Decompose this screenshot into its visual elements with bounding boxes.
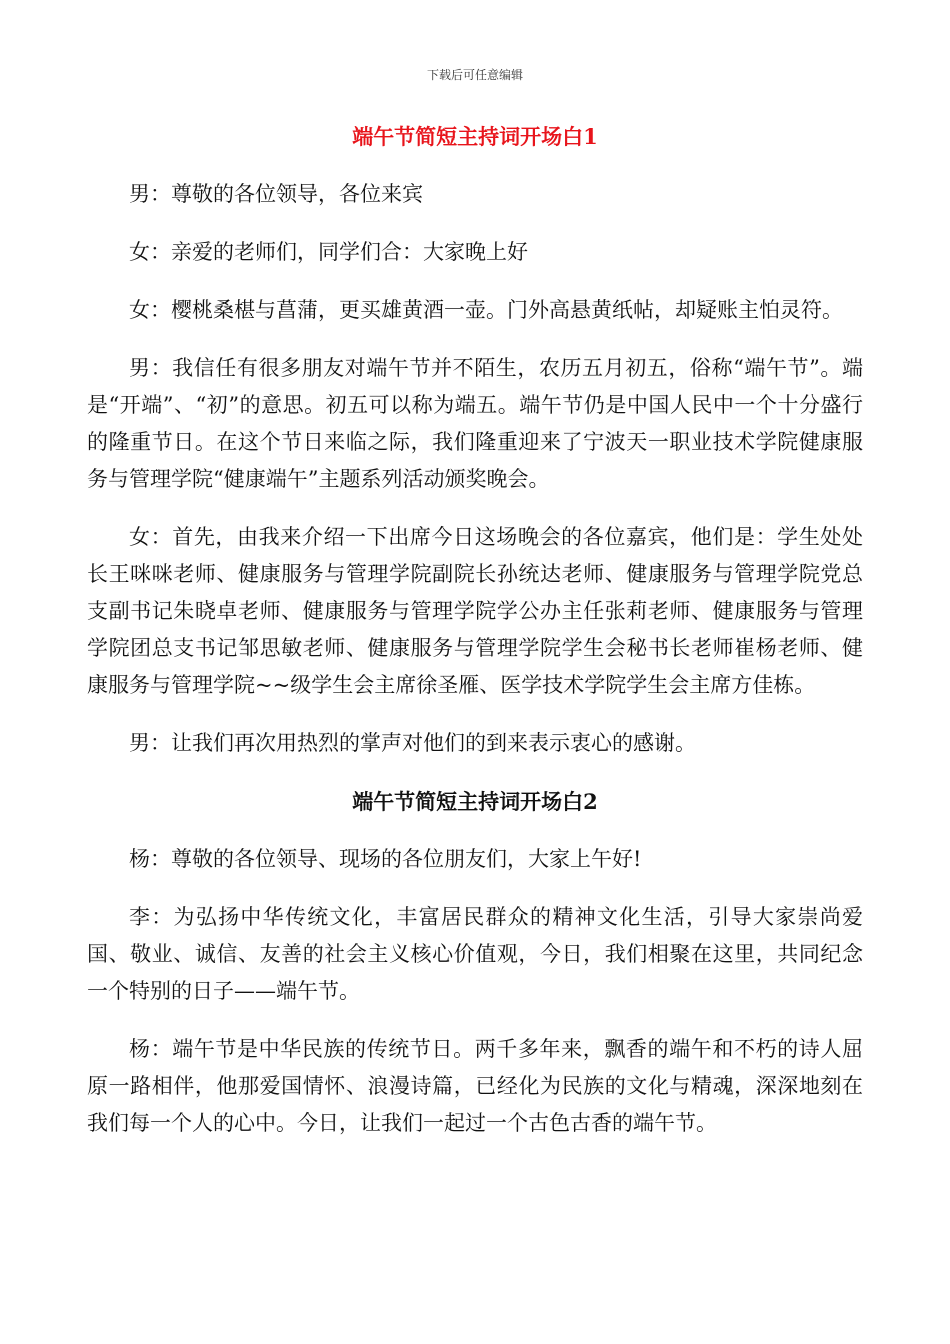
paragraph: 杨：端午节是中华民族的传统节日。两千多年来，飘香的端午和不朽的诗人屈原一路相伴，他那爱国情怀、浪漫诗篇，已经化为民族的文化与精魂，深深地刻在我们每一个人的心中。今日，让我们一起过一个古色古香的端午节。 bbox=[87, 1037, 863, 1135]
header-note: 下载后可任意编辑 bbox=[426, 68, 523, 82]
paragraph: 男：尊敬的各位领导，各位来宾 bbox=[129, 182, 423, 206]
section-1-title: 端午节简短主持词开场白1 bbox=[352, 124, 598, 149]
section-2-title: 端午节简短主持词开场白2 bbox=[352, 789, 598, 814]
paragraph: 李：为弘扬中华传统文化，丰富居民群众的精神文化生活，引导大家崇尚爱国、敬业、诚信、友善的社会主义核心价值观，今日，我们相聚在这里，共同纪念一个特别的日子——端午节。 bbox=[87, 905, 863, 1003]
paragraph: 男：我信任有很多朋友对端午节并不陌生，农历五月初五，俗称“端午节”。端是“开端”、“初”的意思。初五可以称为端五。端午节仍是中国人民中一个十分盛行的隆重节日。在这个节日来临之际，我们隆重迎来了宁波天一职业技术学院健康服务与管理学院“健康端午”主题系列活动颁奖晚会。 bbox=[87, 356, 863, 491]
document-content bbox=[87, 118, 863, 1163]
paragraph: 女：亲爱的老师们，同学们合：大家晚上好 bbox=[129, 240, 528, 264]
paragraph: 女：首先，由我来介绍一下出席今日这场晚会的各位嘉宾，他们是：学生处处长王咪咪老师、健康服务与管理学院副院长孙统达老师、健康服务与管理学院党总支副书记朱晓卓老师、健康服务与管理学院学公办主任张莉老师、健康服务与管理学院团总支书记邹思敏老师、健康服务与管理学院学生会秘书长老师崔杨老师、健康服务与管理学院~~级学生会主席徐圣雁、医学技术学院学生会主席方佳栋。 bbox=[87, 525, 863, 697]
paragraph: 男：让我们再次用热烈的掌声对他们的到来表示衷心的感谢。 bbox=[129, 731, 696, 755]
paragraph: 杨：尊敬的各位领导、现场的各位朋友们，大家上午好! bbox=[129, 847, 642, 871]
paragraph: 女：樱桃桑椹与菖蒲，更买雄黄酒一壶。门外高悬黄纸帖，却疑账主怕灵符。 bbox=[129, 298, 843, 322]
